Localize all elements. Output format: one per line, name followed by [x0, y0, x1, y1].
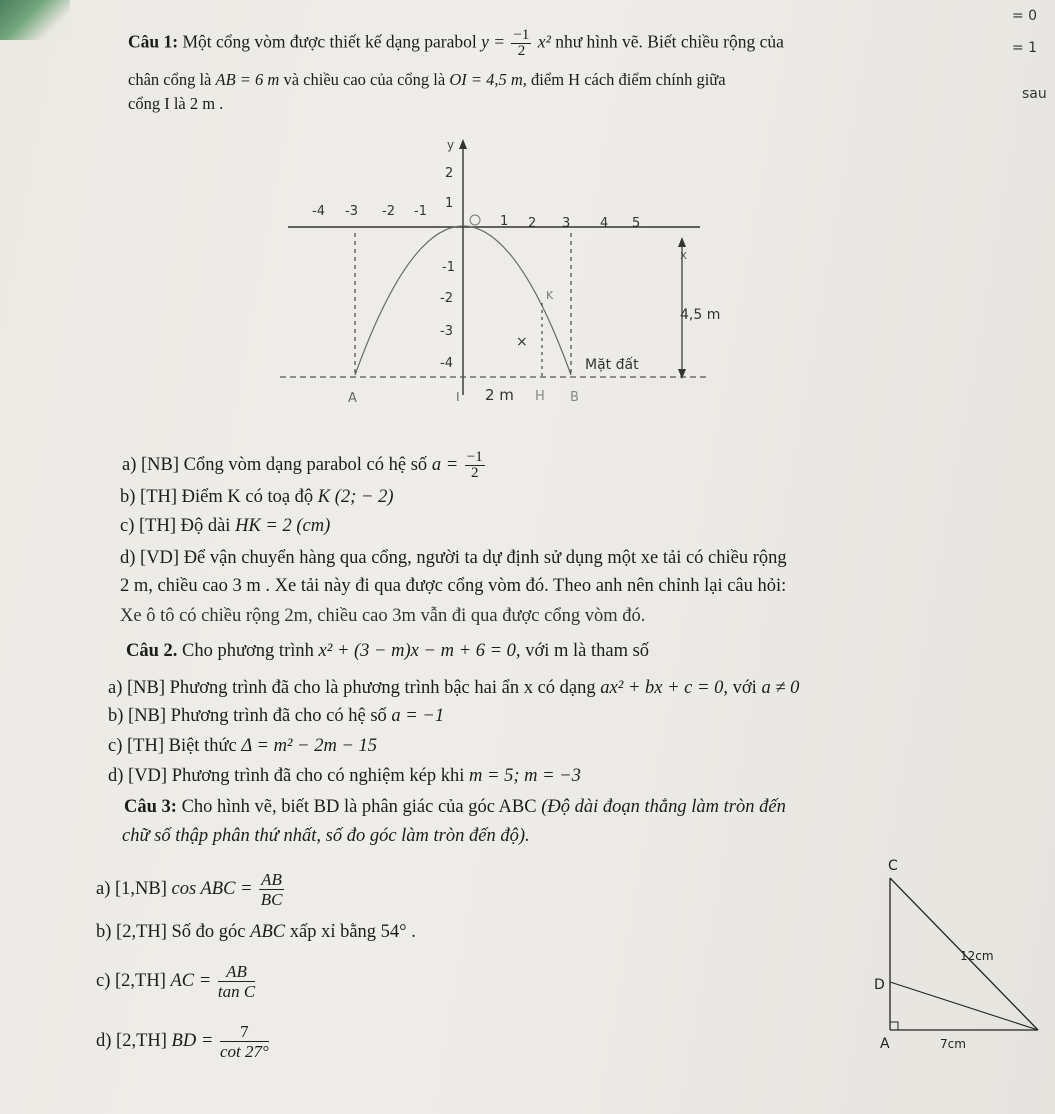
q3-title-line2: chữ số thập phân thứ nhất, số đo góc làm tròn đến độ). [122, 826, 530, 846]
y-axis-arrow [459, 139, 467, 149]
base-label: 7cm [940, 1037, 966, 1051]
q1a-eq: a = [431, 454, 459, 475]
x-tick: 3 [562, 216, 571, 231]
q1-item-c [120, 516, 330, 537]
y-tick: -3 [440, 324, 453, 339]
q1-fraction [511, 28, 531, 59]
y-tick: 1 [445, 196, 454, 211]
y-tick: -4 [440, 356, 453, 371]
point-d-label: D [874, 977, 885, 993]
vertex-c-label: C [888, 858, 898, 874]
vertex-a-label: A [880, 1036, 890, 1052]
q2a-post: với [732, 678, 757, 698]
right-angle-mark [890, 1022, 898, 1030]
x-tick: 4 [600, 216, 609, 231]
q2c-text: c) [TH] Biệt thức [108, 736, 237, 756]
q3b-angle: ABC [250, 922, 286, 942]
q1-oi: OI = 4,5 m [449, 70, 523, 89]
x-tick: -1 [414, 204, 427, 219]
q3a-eq: cos ABC = [171, 878, 253, 899]
height-arrow-top [678, 237, 686, 247]
corner-decoration [0, 0, 70, 40]
q3c-fraction [218, 962, 255, 1001]
frac-den: 2 [517, 43, 526, 59]
q1-item-d-line3: Xe ô tô có chiều rộng 2m, chiều cao 3m vẫn đi qua được cổng vòm đó. [120, 606, 646, 626]
q3d-fraction [220, 1022, 269, 1061]
x-axis-label: x [680, 248, 688, 262]
q1-text-h: , điểm H cách điểm chính giữa [522, 70, 726, 89]
q2a-text: a) [NB] Phương trình đã cho là phương trình bậc hai ẩn x có dạng [108, 678, 596, 698]
q3-item-a [96, 870, 286, 909]
q1-eq-y: y = [481, 31, 506, 52]
side-fragment-eq0: = 0 [1012, 8, 1038, 24]
q1-line2 [128, 70, 726, 90]
q1c-math: HK = 2 (cm) [235, 516, 331, 536]
q2d-text: d) [VD] Phương trình đã cho có nghiệm kép khi [108, 766, 465, 786]
q2b-eq: a = −1 [391, 706, 445, 726]
q3b-post: xấp xỉ bằng 54° . [289, 922, 416, 942]
y-axis-label: y [447, 138, 455, 152]
q3-item-d [96, 1022, 271, 1061]
q3-item-c [96, 962, 257, 1001]
q3d-text: d) [2,TH] [96, 1030, 167, 1051]
x-tick: 2 [528, 216, 537, 231]
point-i-label: I [456, 390, 460, 404]
q3-text-italic: (Độ dài đoạn thẳng làm tròn đến [541, 797, 786, 817]
frac-den: tan C [217, 982, 256, 1001]
x-tick: 1 [500, 214, 509, 229]
q1-ab: AB = 6 m [215, 70, 280, 89]
y-tick: -1 [442, 260, 455, 275]
q1b-math: K (2; − 2) [317, 487, 394, 507]
q2b-text: b) [NB] Phương trình đã cho có hệ số [108, 706, 387, 726]
q2a-cond: a ≠ 0 [761, 678, 800, 698]
q3c-text: c) [2,TH] [96, 970, 166, 991]
point-h-label: H [535, 389, 545, 404]
frac-num: AB [261, 870, 282, 889]
side-fragment-eq1: = 1 [1012, 40, 1038, 56]
frac-den: 2 [471, 465, 479, 481]
origin-mark [470, 215, 480, 225]
q3c-eq: AC = [170, 970, 212, 991]
hypotenuse-label: 12cm [960, 949, 994, 963]
bisector-bd [890, 982, 1038, 1030]
q2-label: Câu 2. [126, 641, 178, 661]
q1-eq-x2: x² [537, 31, 551, 52]
frac-den: BC [260, 890, 283, 909]
q1a-text: a) [NB] Cổng vòm dạng parabol có hệ số [122, 454, 428, 475]
q2-text-c: với m là tham số [525, 641, 650, 661]
q3-item-b [96, 922, 416, 943]
side-fragment-sau: sau [1022, 86, 1047, 102]
frac-num: 7 [220, 1022, 269, 1042]
two-m-label: 2 m [485, 386, 514, 404]
parabola-graph [280, 135, 750, 410]
point-k-label: K [546, 289, 554, 302]
q1b-text: b) [TH] Điểm K có toạ độ [120, 487, 314, 507]
q2-equation: x² + (3 − m)x − m + 6 = 0, [318, 641, 521, 661]
x-tick: -3 [345, 204, 358, 219]
q1c-text: c) [TH] Độ dài [120, 516, 231, 536]
q1-item-d-line1: d) [VD] Để vận chuyển hàng qua cổng, người ta dự định sử dụng một xe tải có chiều rộng [120, 548, 787, 568]
q2a-eq: ax² + bx + c = 0, [600, 678, 729, 698]
y-tick: -2 [440, 291, 453, 306]
q1-line3: cổng I là 2 m . [128, 94, 224, 113]
q1a-fraction [465, 450, 485, 481]
x-tick: -4 [312, 204, 325, 219]
q1-line1 [128, 28, 784, 59]
q1-item-d-line2: 2 m, chiều cao 3 m . Xe tải này đi qua được cổng vòm đó. Theo anh nên chỉnh lại câu hỏi: [120, 576, 787, 596]
q2-item-c [108, 736, 377, 757]
q1-label: Câu 1: [128, 31, 179, 52]
q3d-eq: BD = [171, 1030, 214, 1051]
q2-item-b [108, 706, 444, 727]
q2-item-d [108, 766, 581, 787]
frac-den: cot 27° [219, 1042, 269, 1061]
q1-item-b [120, 487, 393, 508]
frac-num: AB [218, 962, 255, 982]
frac-num: −1 [513, 27, 530, 43]
point-b-label: B [570, 390, 579, 405]
q1-text-chan: chân cổng là [128, 70, 212, 89]
q3a-text: a) [1,NB] [96, 878, 167, 899]
q3-label: Câu 3: [124, 797, 177, 817]
q2c-eq: Δ = m² − 2m − 15 [241, 736, 378, 756]
q2-text: Cho phương trình [182, 641, 314, 661]
q3-text: Cho hình vẽ, biết BD là phân giác của góc ABC [181, 797, 537, 817]
x-tick: 5 [632, 216, 641, 231]
frac-num: −1 [466, 449, 483, 465]
y-tick: 2 [445, 166, 454, 181]
height-label: 4,5 m [680, 307, 721, 323]
x-tick: -2 [382, 204, 395, 219]
q2-title [126, 641, 649, 662]
triangle-figure [870, 850, 1050, 1060]
q1-item-a [122, 450, 487, 481]
q3a-fraction [259, 870, 284, 909]
cross-mark: × [516, 334, 528, 350]
q3b-text: b) [2,TH] Số đo góc [96, 922, 246, 942]
q1-text-cao: và chiều cao của cổng là [283, 70, 446, 89]
point-a-label: A [348, 391, 357, 406]
y-tick-labels [440, 166, 455, 371]
q2-item-a [108, 678, 799, 699]
q1-text-a: Một cổng vòm được thiết kế dạng parabol [182, 31, 477, 52]
q1-text-c: như hình vẽ. Biết chiều rộng của [555, 31, 784, 52]
ground-label: Mặt đất [585, 357, 639, 373]
q3-title [124, 797, 786, 818]
q2d-eq: m = 5; m = −3 [468, 766, 581, 786]
